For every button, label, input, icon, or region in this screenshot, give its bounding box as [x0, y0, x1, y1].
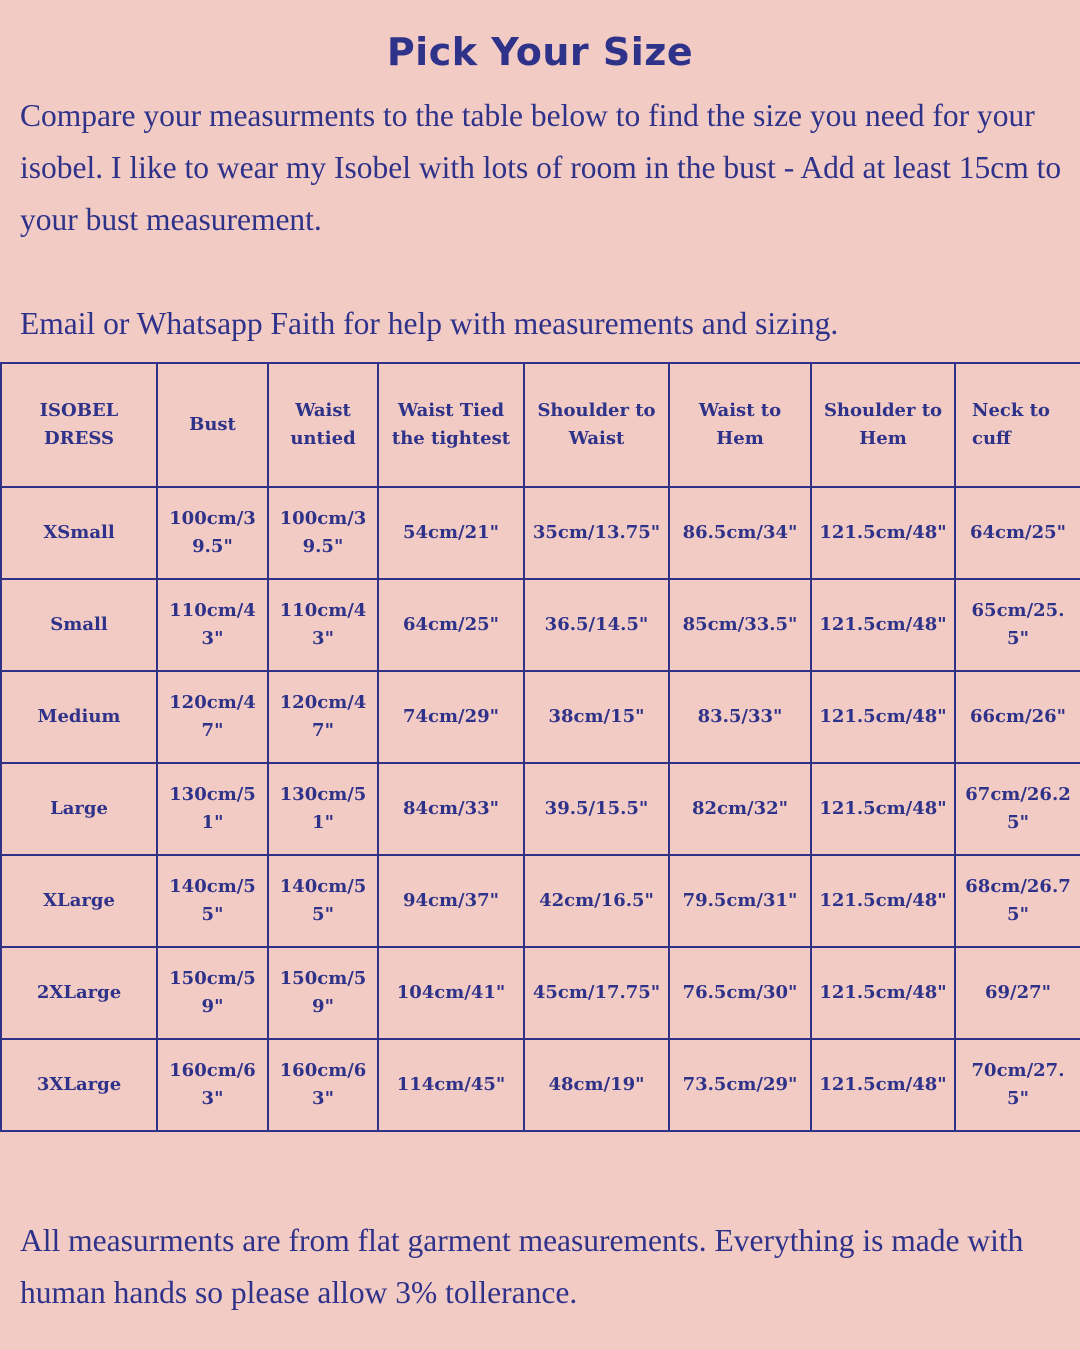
cell-shoulder-to-waist: 38cm/15" [524, 671, 669, 763]
cell-shoulder-to-waist: 35cm/13.75" [524, 487, 669, 579]
cell-neck-to-cuff: 65cm/25.5" [955, 579, 1080, 671]
table-row [1, 487, 1080, 579]
cell-waist-tied: 94cm/37" [378, 855, 524, 947]
cell-waist-untied: 100cm/39.5" [268, 487, 378, 579]
cell-bust: 140cm/55" [157, 855, 268, 947]
cell-waist-to-hem: 83.5/33" [669, 671, 811, 763]
cell-bust: 100cm/39.5" [157, 487, 268, 579]
cell-waist-untied: 160cm/63" [268, 1039, 378, 1131]
header-bust: Bust [157, 363, 268, 487]
contact-text: Email or Whatsapp Faith for help with measurements and sizing. [20, 306, 839, 341]
cell-bust: 110cm/43" [157, 579, 268, 671]
table-row [1, 947, 1080, 1039]
tolerance-note: All measurments are from flat garment measurements. Everything is made with human hands so please allow 3% tollerance. [20, 1223, 1024, 1310]
cell-neck-to-cuff: 68cm/26.75" [955, 855, 1080, 947]
table-row [1, 1039, 1080, 1131]
header-waist-to-hem: Waist to Hem [669, 363, 811, 487]
header-waist-untied: Waist untied [268, 363, 378, 487]
header-shoulder-to-hem: Shoulder to Hem [811, 363, 955, 487]
cell-bust: 130cm/51" [157, 763, 268, 855]
cell-waist-to-hem: 76.5cm/30" [669, 947, 811, 1039]
cell-bust: 120cm/47" [157, 671, 268, 763]
cell-shoulder-to-hem: 121.5cm/48" [811, 763, 955, 855]
cell-waist-tied: 64cm/25" [378, 579, 524, 671]
table-row [1, 855, 1080, 947]
cell-shoulder-to-hem: 121.5cm/48" [811, 947, 955, 1039]
cell-waist-tied: 104cm/41" [378, 947, 524, 1039]
cell-bust: 150cm/59" [157, 947, 268, 1039]
cell-shoulder-to-waist: 39.5/15.5" [524, 763, 669, 855]
cell-neck-to-cuff: 64cm/25" [955, 487, 1080, 579]
cell-size-name: Medium [1, 671, 157, 763]
cell-shoulder-to-waist: 42cm/16.5" [524, 855, 669, 947]
cell-waist-untied: 120cm/47" [268, 671, 378, 763]
cell-waist-tied: 74cm/29" [378, 671, 524, 763]
cell-waist-tied: 114cm/45" [378, 1039, 524, 1131]
size-table [0, 362, 1080, 1132]
cell-waist-to-hem: 86.5cm/34" [669, 487, 811, 579]
cell-shoulder-to-waist: 36.5/14.5" [524, 579, 669, 671]
cell-waist-to-hem: 85cm/33.5" [669, 579, 811, 671]
cell-size-name: 2XLarge [1, 947, 157, 1039]
cell-shoulder-to-waist: 45cm/17.75" [524, 947, 669, 1039]
cell-shoulder-to-hem: 121.5cm/48" [811, 671, 955, 763]
table-row [1, 763, 1080, 855]
cell-waist-untied: 110cm/43" [268, 579, 378, 671]
header-isobel-dress: ISOBEL DRESS [1, 363, 157, 487]
cell-waist-to-hem: 82cm/32" [669, 763, 811, 855]
cell-neck-to-cuff: 66cm/26" [955, 671, 1080, 763]
header-waist-tied: Waist Tied the tightest [378, 363, 524, 487]
table-header-row [1, 363, 1080, 487]
cell-waist-to-hem: 73.5cm/29" [669, 1039, 811, 1131]
cell-shoulder-to-hem: 121.5cm/48" [811, 487, 955, 579]
header-neck-to-cuff: Neck to cuff [955, 363, 1080, 487]
cell-shoulder-to-hem: 121.5cm/48" [811, 1039, 955, 1131]
size-table-body [1, 487, 1080, 1131]
cell-neck-to-cuff: 70cm/27.5" [955, 1039, 1080, 1131]
cell-waist-tied: 84cm/33" [378, 763, 524, 855]
cell-size-name: XSmall [1, 487, 157, 579]
cell-size-name: 3XLarge [1, 1039, 157, 1131]
cell-waist-untied: 140cm/55" [268, 855, 378, 947]
cell-shoulder-to-hem: 121.5cm/48" [811, 579, 955, 671]
table-row [1, 579, 1080, 671]
cell-waist-tied: 54cm/21" [378, 487, 524, 579]
cell-neck-to-cuff: 67cm/26.25" [955, 763, 1080, 855]
cell-bust: 160cm/63" [157, 1039, 268, 1131]
cell-size-name: Large [1, 763, 157, 855]
cell-waist-untied: 130cm/51" [268, 763, 378, 855]
cell-size-name: XLarge [1, 855, 157, 947]
cell-waist-untied: 150cm/59" [268, 947, 378, 1039]
page-title: Pick Your Size [386, 30, 694, 74]
header-shoulder-to-waist: Shoulder to Waist [524, 363, 669, 487]
cell-size-name: Small [1, 579, 157, 671]
cell-shoulder-to-waist: 48cm/19" [524, 1039, 669, 1131]
intro-text: Compare your measurments to the table below to find the size you need for your isobel. I like to wear my Isobel with lots of room in the bust - Add at least 15cm to your bust measurement. [20, 98, 1062, 237]
cell-waist-to-hem: 79.5cm/31" [669, 855, 811, 947]
table-row [1, 671, 1080, 763]
cell-neck-to-cuff: 69/27" [955, 947, 1080, 1039]
cell-shoulder-to-hem: 121.5cm/48" [811, 855, 955, 947]
